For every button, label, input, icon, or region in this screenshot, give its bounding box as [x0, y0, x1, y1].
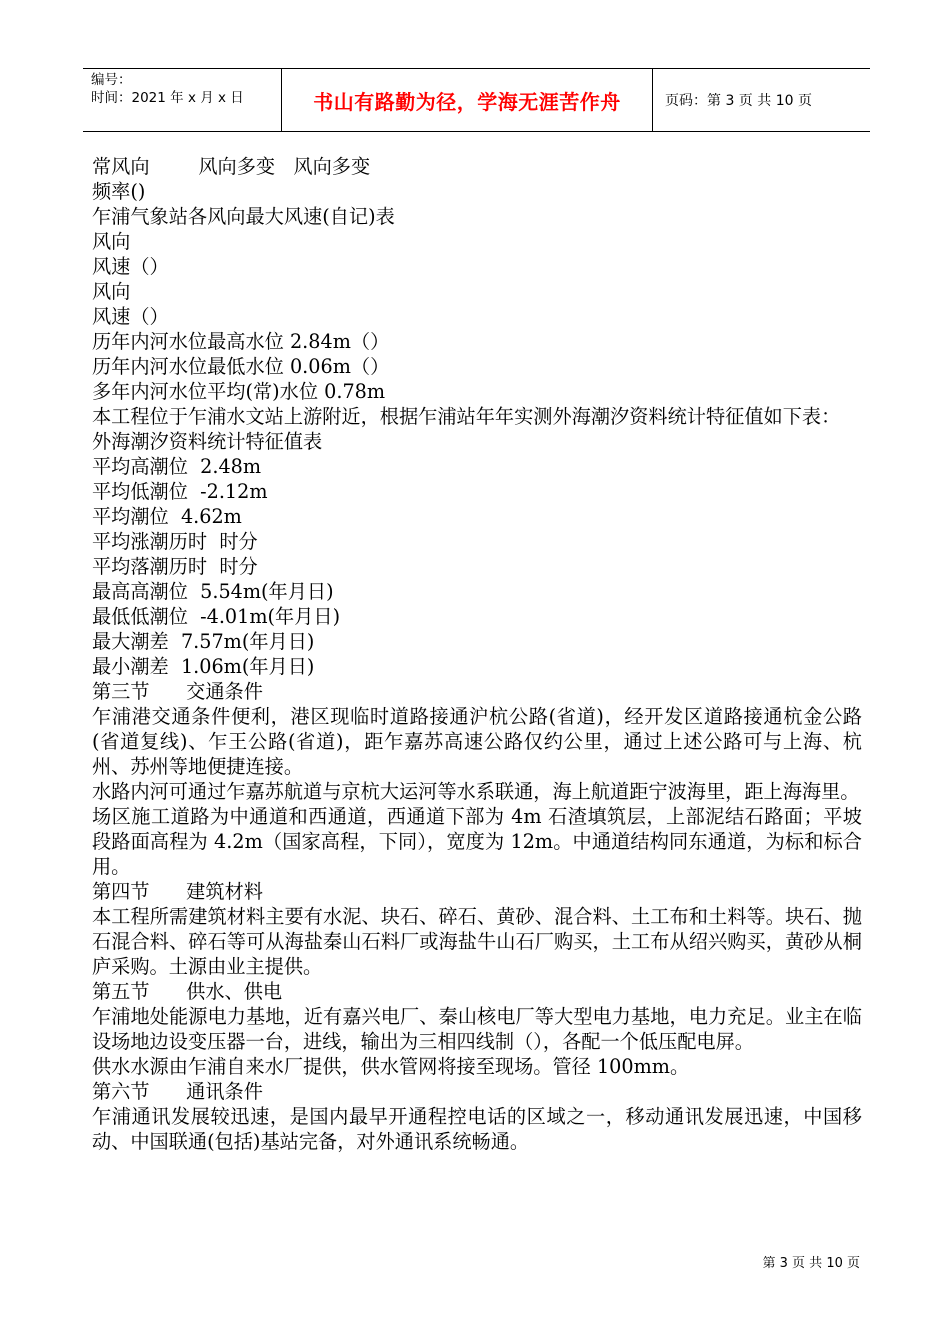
header-meta [91, 71, 281, 107]
number-label: 编号： [91, 72, 132, 88]
paragraph: 本工程位于乍浦水文站上游附近，根据乍浦站年年实测外海潮汐资料统计特征值如下表： [92, 405, 841, 428]
text-line: 风向 [92, 230, 131, 253]
page-header [83, 68, 870, 132]
text-line: 最低低潮位 -4.01m(年月日) [92, 605, 341, 628]
text-line: 风速（） [92, 255, 169, 278]
page-footer: 第 3 页 共 10 页 [762, 1256, 860, 1271]
section-heading: 第三节 交通条件 [92, 680, 263, 703]
section-heading: 第六节 通讯条件 [92, 1080, 263, 1103]
text-line: 平均落潮历时 时分 [92, 555, 258, 578]
text-line: 历年内河水位最低水位 0.06m（） [92, 355, 390, 378]
text-line: 平均涨潮历时 时分 [92, 530, 258, 553]
date-label: 时间：2021 年 x 月 x 日 [91, 90, 244, 106]
section-heading: 第四节 建筑材料 [92, 880, 263, 903]
text-line: 风速（） [92, 305, 169, 328]
paragraph: 本工程所需建筑材料主要有水泥、块石、碎石、黄砂、混合料、土工布和土料等。块石、抛石混合料、碎石等可从海盐秦山石料厂或海盐牛山石厂购买，土工布从绍兴购买，黄砂从桐庐采购。土源由业主提供。 [92, 905, 862, 978]
paragraph: 乍浦通讯发展较迅速，是国内最早开通程控电话的区域之一，移动通讯发展迅速，中国移动、中国联通(包括)基站完备，对外通讯系统畅通。 [92, 1105, 862, 1153]
text-line: 平均潮位 4.62m [92, 505, 242, 528]
paragraph: 场区施工道路为中通道和西通道，西通道下部为 4m 石渣填筑层，上部泥结石路面；平坡段路面高程为 4.2m（国家高程，下同），宽度为 12m。中通道结构同东通道，为标和标合用。 [92, 805, 862, 878]
paragraph: 供水水源由乍浦自来水厂提供，供水管网将接至现场。管径 100mm。 [92, 1055, 690, 1078]
table-title: 外海潮汐资料统计特征值表 [92, 430, 323, 453]
text-line: 平均低潮位 -2.12m [92, 480, 268, 503]
text-line: 最大潮差 7.57m(年月日) [92, 630, 315, 653]
text-line: 最小潮差 1.06m(年月日) [92, 655, 315, 678]
text-line: 平均高潮位 2.48m [92, 455, 262, 478]
header-motto: 书山有路勤为径，学海无涯苦作舟 [281, 69, 653, 131]
text-line: 最高高潮位 5.54m(年月日) [92, 580, 334, 603]
text-line: 多年内河水位平均(常)水位 0.78m [92, 380, 386, 403]
document-body [92, 154, 862, 1154]
paragraph: 水路内河可通过乍嘉苏航道与京杭大运河等水系联通，海上航道距宁波海里，距上海海里。 [92, 780, 860, 803]
paragraph: 乍浦地处能源电力基地，近有嘉兴电厂、秦山核电厂等大型电力基地，电力充足。业主在临设场地边设变压器一台，进线，输出为三相四线制（），各配一个低压配电屏。 [92, 1005, 862, 1053]
paragraph: 乍浦港交通条件便利，港区现临时道路接通沪杭公路(省道)，经开发区道路接通杭金公路(省道复线)、乍王公路(省道)，距乍嘉苏高速公路仅约公里，通过上述公路可与上海、杭州、苏州等地便捷连接。 [92, 705, 862, 778]
text-line: 常风向 风向多变 风向多变 [92, 155, 371, 178]
header-page-info: 页码：第 3 页 共 10 页 [665, 93, 812, 109]
text-line: 频率() [92, 180, 146, 203]
section-heading: 第五节 供水、供电 [92, 980, 283, 1003]
text-line: 风向 [92, 280, 131, 303]
table-title: 乍浦气象站各风向最大风速(自记)表 [92, 205, 395, 228]
text-line: 历年内河水位最高水位 2.84m（） [92, 330, 390, 353]
